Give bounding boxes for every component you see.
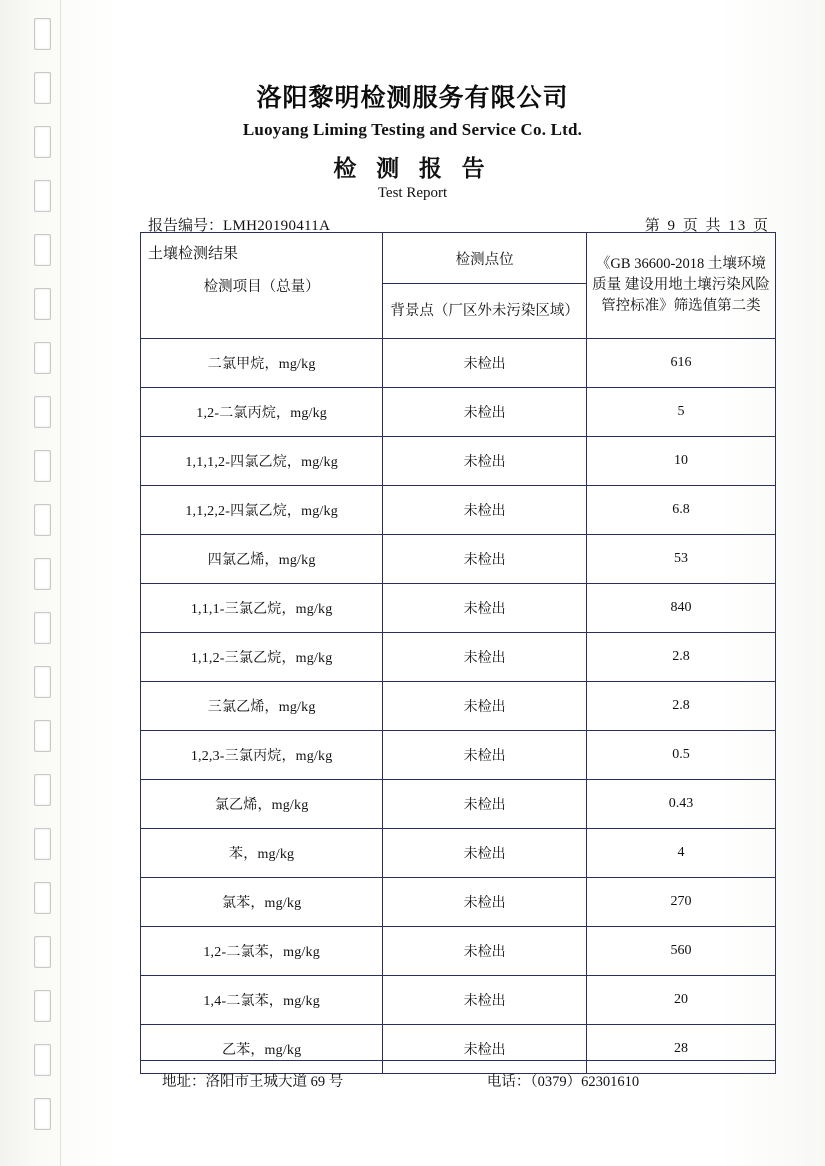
cell-limit: 560 xyxy=(586,927,775,976)
document-footer xyxy=(140,1060,776,1091)
cell-result: 未检出 xyxy=(383,927,587,976)
cell-limit: 270 xyxy=(586,878,775,927)
table-row xyxy=(141,339,776,388)
cell-limit: 2.8 xyxy=(586,633,775,682)
cell-limit: 53 xyxy=(586,535,775,584)
cell-result: 未检出 xyxy=(383,437,587,486)
cell-item: 1,1,1,2-四氯乙烷，mg/kg xyxy=(141,437,383,486)
cell-item: 三氯乙烯，mg/kg xyxy=(141,682,383,731)
cell-item: 1,2,3-三氯丙烷，mg/kg xyxy=(141,731,383,780)
cell-item: 1,2-二氯苯，mg/kg xyxy=(141,927,383,976)
footer-telephone: 电话：（0379）62301610 xyxy=(486,1074,640,1090)
cell-limit: 20 xyxy=(586,976,775,1025)
cell-item: 1,1,2-三氯乙烷，mg/kg xyxy=(141,633,383,682)
report-number-value: LMH20190411A xyxy=(223,218,331,234)
table-row xyxy=(141,437,776,486)
cell-result: 未检出 xyxy=(383,829,587,878)
cell-result: 未检出 xyxy=(383,682,587,731)
cell-result: 未检出 xyxy=(383,584,587,633)
cell-item: 二氯甲烷，mg/kg xyxy=(141,339,383,388)
page-number: 第 9 页 共 13 页 xyxy=(644,218,770,234)
cell-limit: 28 xyxy=(586,1025,775,1074)
cell-limit: 6.8 xyxy=(586,486,775,535)
cell-result: 未检出 xyxy=(383,339,587,388)
cell-result: 未检出 xyxy=(383,976,587,1025)
cell-limit: 0.5 xyxy=(586,731,775,780)
cell-limit: 2.8 xyxy=(586,682,775,731)
table-row xyxy=(141,535,776,584)
cell-item: 1,1,2,2-四氯乙烷，mg/kg xyxy=(141,486,383,535)
report-number-label: 报告编号： xyxy=(148,218,224,234)
table-row xyxy=(141,976,776,1025)
cell-result: 未检出 xyxy=(383,535,587,584)
table-row xyxy=(141,486,776,535)
table-row xyxy=(141,927,776,976)
cell-item: 1,1,1-三氯乙烷，mg/kg xyxy=(141,584,383,633)
subheader-background-point: 背景点（厂区外未污染区域） xyxy=(383,284,587,339)
cell-result: 未检出 xyxy=(383,486,587,535)
report-title-cn: 检 测 报 告 xyxy=(333,156,492,181)
table-row xyxy=(141,584,776,633)
cell-limit: 840 xyxy=(586,584,775,633)
header-standard-limit: 《GB 36600-2018 土壤环境质量 建设用地土壤污染风险管控标准》筛选值第二类 xyxy=(586,233,775,339)
cell-limit: 616 xyxy=(586,339,775,388)
document-header xyxy=(0,0,825,202)
section-title: 土壤检测结果 xyxy=(148,246,239,262)
table-body xyxy=(141,339,776,1074)
company-name-en: Luoyang Liming Testing and Service Co. Ltd. xyxy=(242,120,583,139)
cell-limit: 10 xyxy=(586,437,775,486)
cell-result: 未检出 xyxy=(383,878,587,927)
header-test-item: 检测项目（总量） xyxy=(141,233,383,339)
table-row xyxy=(141,780,776,829)
cell-item: 氯苯，mg/kg xyxy=(141,878,383,927)
table-row xyxy=(141,878,776,927)
cell-item: 四氯乙烯，mg/kg xyxy=(141,535,383,584)
cell-item: 1,2-二氯丙烷，mg/kg xyxy=(141,388,383,437)
cell-item: 1,4-二氯苯，mg/kg xyxy=(141,976,383,1025)
cell-item: 乙苯，mg/kg xyxy=(141,1025,383,1074)
cell-item: 苯，mg/kg xyxy=(141,829,383,878)
table-row xyxy=(141,829,776,878)
table-header-row xyxy=(141,233,776,284)
cell-limit: 0.43 xyxy=(586,780,775,829)
cell-limit: 4 xyxy=(586,829,775,878)
header-sampling-point: 检测点位 xyxy=(383,233,587,284)
table-row xyxy=(141,388,776,437)
cell-item: 氯乙烯，mg/kg xyxy=(141,780,383,829)
table-row xyxy=(141,682,776,731)
footer-address: 地址：洛阳市王城大道 69 号 xyxy=(162,1074,344,1090)
cell-result: 未检出 xyxy=(383,780,587,829)
cell-result: 未检出 xyxy=(383,731,587,780)
soil-results-table xyxy=(140,232,776,1074)
cell-result: 未检出 xyxy=(383,388,587,437)
table-row xyxy=(141,731,776,780)
cell-result: 未检出 xyxy=(383,1025,587,1074)
report-title-en: Test Report xyxy=(377,185,448,201)
cell-result: 未检出 xyxy=(383,633,587,682)
table-row xyxy=(141,633,776,682)
cell-limit: 5 xyxy=(586,388,775,437)
company-name-cn: 洛阳黎明检测服务有限公司 xyxy=(256,85,569,112)
